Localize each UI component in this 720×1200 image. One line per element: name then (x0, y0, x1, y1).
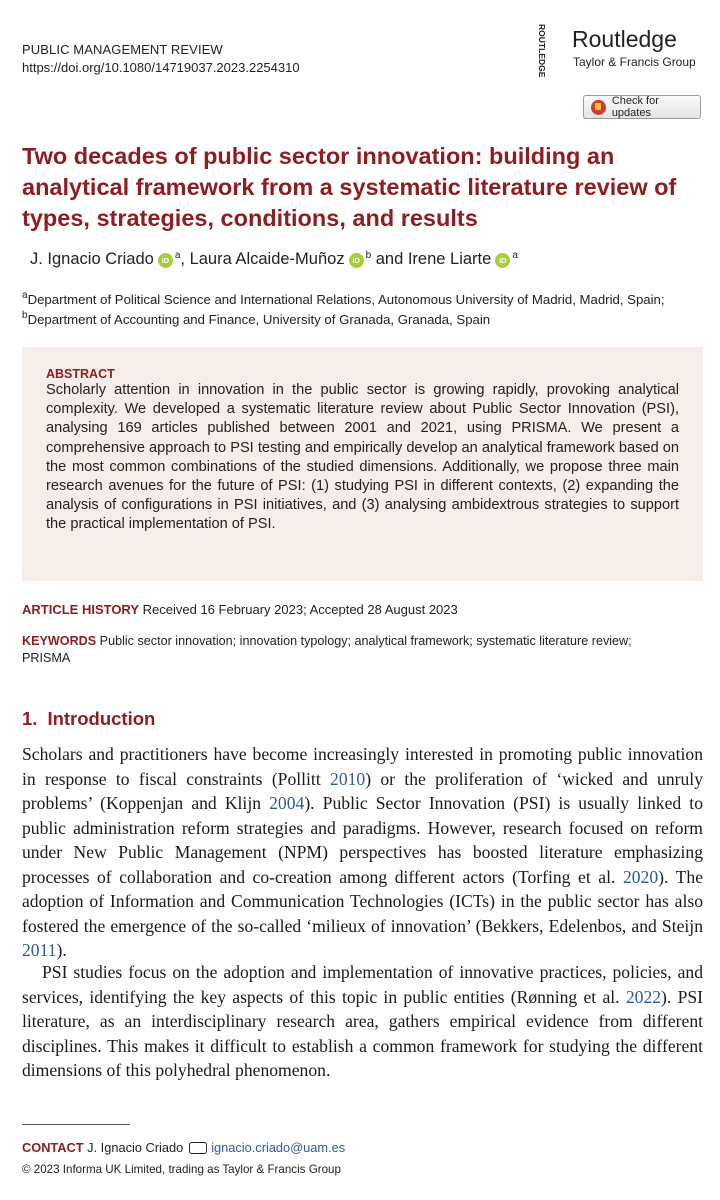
author-separator: and (371, 250, 408, 268)
author-name: J. Ignacio Criado (30, 250, 154, 268)
body-text: Scholars and practitioners have become increasingly interested in promoting public innovation in response to fiscal constraints (Pollitt (22, 744, 703, 789)
section-title: Introduction (47, 708, 156, 729)
citation-link[interactable]: 2011 (22, 940, 57, 960)
author-affil-sup: b (365, 250, 372, 261)
author-affil-sup: a (512, 250, 518, 261)
body-text: ) or the proliferation of ‘wicked and unruly problems’ (Koppenjan and Klijn (22, 768, 703, 813)
copyright: © 2023 Informa UK Limited, trading as Taylor & Francis Group (22, 1163, 341, 1176)
body-text: ). (56, 940, 67, 960)
affil-a: Department of Political Science and International Relations, Autonomous University of Madrid, Madrid, Spain; (27, 292, 665, 307)
contact-name: J. Ignacio Criado (87, 1140, 184, 1155)
body-paragraph (22, 960, 703, 1083)
abstract-label: ABSTRACT (46, 367, 115, 381)
keywords-label: KEYWORDS (22, 634, 97, 648)
body-text: ). The adoption of Information and Communication Technologies (ICTs) in the public sector has also fostered the emergence of the so-called ‘milieux of innovation’ (Bekkers, Edelenbos, and Steijn (22, 866, 703, 936)
citation-link[interactable]: 2004 (269, 793, 305, 813)
orcid-icon[interactable]: iD (349, 253, 364, 268)
routledge-vertical-logo (524, 22, 547, 78)
update-badge-icon (591, 100, 606, 115)
section-heading (22, 708, 155, 730)
keywords (22, 634, 712, 648)
article-history-label: ARTICLE HISTORY (22, 602, 140, 617)
citation-link[interactable]: 2022 (625, 986, 662, 1007)
affil-b-sup: b (22, 310, 28, 321)
author-affil-sup: a (174, 250, 181, 261)
check-for-updates-label: Check for updates (611, 95, 659, 119)
body-paragraph (22, 742, 703, 963)
email-link[interactable]: ignacio.criado@uam.es (211, 1140, 346, 1155)
body-text: PSI studies focus on the adoption and implementation of innovative practices, policies, and services, identifying the key aspects of this topic in public entities (Rønning et al. (22, 962, 703, 1007)
article-history-text: Received 16 February 2023; Accepted 28 August 2023 (142, 602, 458, 617)
article-title: Two decades of public sector innovation: building an analytical framework from a systematic literature review of types, strategies, conditions, and results (22, 143, 677, 231)
author-separator: , (180, 250, 190, 268)
body-text: ). Public Sector Innovation (PSI) is usually linked to public administration reform strategies and paradigms. However, research focused on reform under New Public Management (NPM) perspectives has boosted literature emphasizing processes of collaboration and co-creation among different actors (Torfing et al. (22, 793, 703, 887)
doi-link[interactable]: https://doi.org/10.1080/14719037.2023.2254310 (22, 60, 300, 75)
journal-name: PUBLIC MANAGEMENT REVIEW (22, 42, 223, 57)
keywords-text-cont: PRISMA (22, 651, 71, 665)
check-for-updates-button[interactable] (583, 95, 701, 119)
author-name: Irene Liarte (407, 250, 492, 268)
affil-a-sup: a (22, 290, 28, 301)
email-icon (189, 1142, 207, 1154)
affil-b: Department of Accounting and Finance, University of Granada, Granada, Spain (27, 312, 491, 327)
affiliations (22, 290, 712, 330)
body-text: ). PSI literature, as an interdisciplinary research area, gathers empirical evidence from different disciplines. This makes it difficult to establish a common framework for studying the different dimensions of this polyhedral phenomenon. (22, 986, 703, 1080)
contact-line (22, 1140, 345, 1155)
orcid-icon[interactable]: iD (495, 253, 510, 268)
contact-label: CONTACT (22, 1140, 84, 1155)
footnote-divider (22, 1124, 130, 1125)
publisher-name: Routledge (572, 26, 677, 52)
keywords-text: Public sector innovation; innovation typology; analytical framework; systematic literature review; (99, 634, 632, 648)
article-history (22, 602, 458, 617)
orcid-icon[interactable]: iD (158, 253, 173, 268)
abstract-text: Scholarly attention in innovation in the public sector is growing rapidly, provoking analytical complexity. We developed a systematic literature review about Public Sector Innovation (PSI), analysing 169 articles published between 2001 and 2021, using PRISMA. We present a comprehensive approach to PSI testing and empirically develop an analytical framework based on the most common combinations of the studied dimensions. Additionally, we propose three main research avenues for the future of PSI: (1) studying PSI in different contexts, (2) expanding the analysis of configurations in PSI initiatives, and (3) analysing ambidextrous strategies to support the practical implementation of PSI. (46, 382, 679, 533)
author-name: Laura Alcaide-Muñoz (189, 250, 345, 268)
publisher-subtitle: Taylor & Francis Group (573, 55, 696, 69)
author-list (30, 250, 518, 269)
citation-link[interactable]: 2010 (330, 768, 366, 789)
citation-link[interactable]: 2020 (622, 866, 659, 887)
routledge-vertical-text: ROUTLEDGE (537, 24, 547, 78)
section-number: 1. (22, 708, 38, 729)
